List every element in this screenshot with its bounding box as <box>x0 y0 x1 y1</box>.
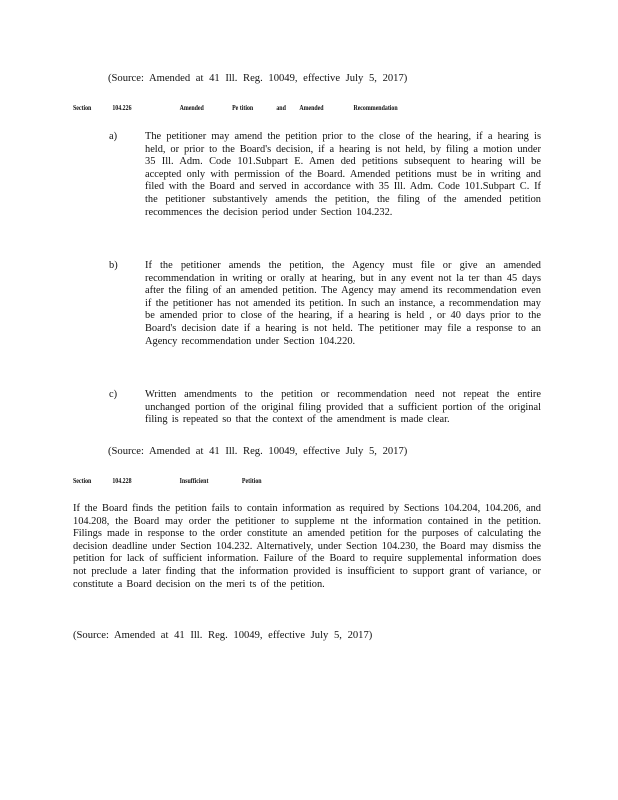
section-title-word: Insufficient <box>179 477 209 485</box>
section-title-word: Recommendation <box>353 104 398 112</box>
section-label: Section <box>73 104 92 112</box>
subsection-text-c: Written amendments to the petition or recommendation need not repeat the entire unchanged portion of the original filing provided that a sufficient portion of the original filing is repeated so that the context of the amendment is made clear. <box>145 389 541 426</box>
section-title-word: Amended <box>179 104 204 112</box>
section-title-word: and <box>276 104 286 112</box>
subsection-text-b: If the petitioner amends the petition, the Agency must file or give an amended recommendation in writing or orally at hearing, but in any event not la ter than 45 days after the filing of an amended petition. The Agency may amend its recommendation even if the petitioner has not amended its petition. In such an instance, a recommendation may be amended prior to close of the hearing, if a hearing is held , or 40 days prior to the Board's decision date if a hearing is not held. The petitioner may file a response to an Agency recommendation under Section 104.220. <box>145 260 541 347</box>
section-title-word: Petition <box>241 477 262 485</box>
section-label: Section <box>73 477 92 485</box>
subsection-text-a: The petitioner may amend the petition prior to the close of the hearing, if a hearing is held, or prior to the Board's decision, if a hearing is not held, by filing a motion under 35 Ill. Adm. Code 101.Subpart E. Amen ded petitions subsequent to hearing will be accepted only with permission of the Board. Amended petitions must be in writing and filed with the Board and served in accordance with 35 Ill. Adm. Code 101.Subpart C. If the petitioner substantively amends the petition, the filing of the amended petition recommences the decision period under Section 104.232. <box>145 131 541 218</box>
section-title-word: Pe tition <box>232 104 254 112</box>
section-number: 104.228 <box>112 477 132 485</box>
subsection-label-b: b) <box>109 260 118 271</box>
source-note-middle: (Source: Amended at 41 Ill. Reg. 10049, effective July 5, 2017) <box>108 446 408 457</box>
source-note-bottom: (Source: Amended at 41 Ill. Reg. 10049, effective July 5, 2017) <box>73 630 373 641</box>
section-104-228-body: If the Board finds the petition fails to contain information as required by Sections 104.204, 104.206, and 104.208, the Board may order the petitioner to suppleme nt the information contained in the petition. Filings made in response to the order constitute an amended petition for the purposes of calculating the decision deadline under Section 104.232. Alternatively, under Section 104.230, the Board may dismiss the petition for lack of sufficient information. Failure of the Board to require supplemental information does not preclude a later finding that the information provided is insufficient to support grant of variance, or constitute a Board decision on the meri ts of the petition. <box>73 503 541 590</box>
section-title-word: Amended <box>299 104 324 112</box>
subsection-label-a: a) <box>109 131 118 142</box>
section-number: 104.226 <box>112 104 132 112</box>
subsection-label-c: c) <box>109 389 118 400</box>
source-note-top: (Source: Amended at 41 Ill. Reg. 10049, effective July 5, 2017) <box>108 73 408 84</box>
